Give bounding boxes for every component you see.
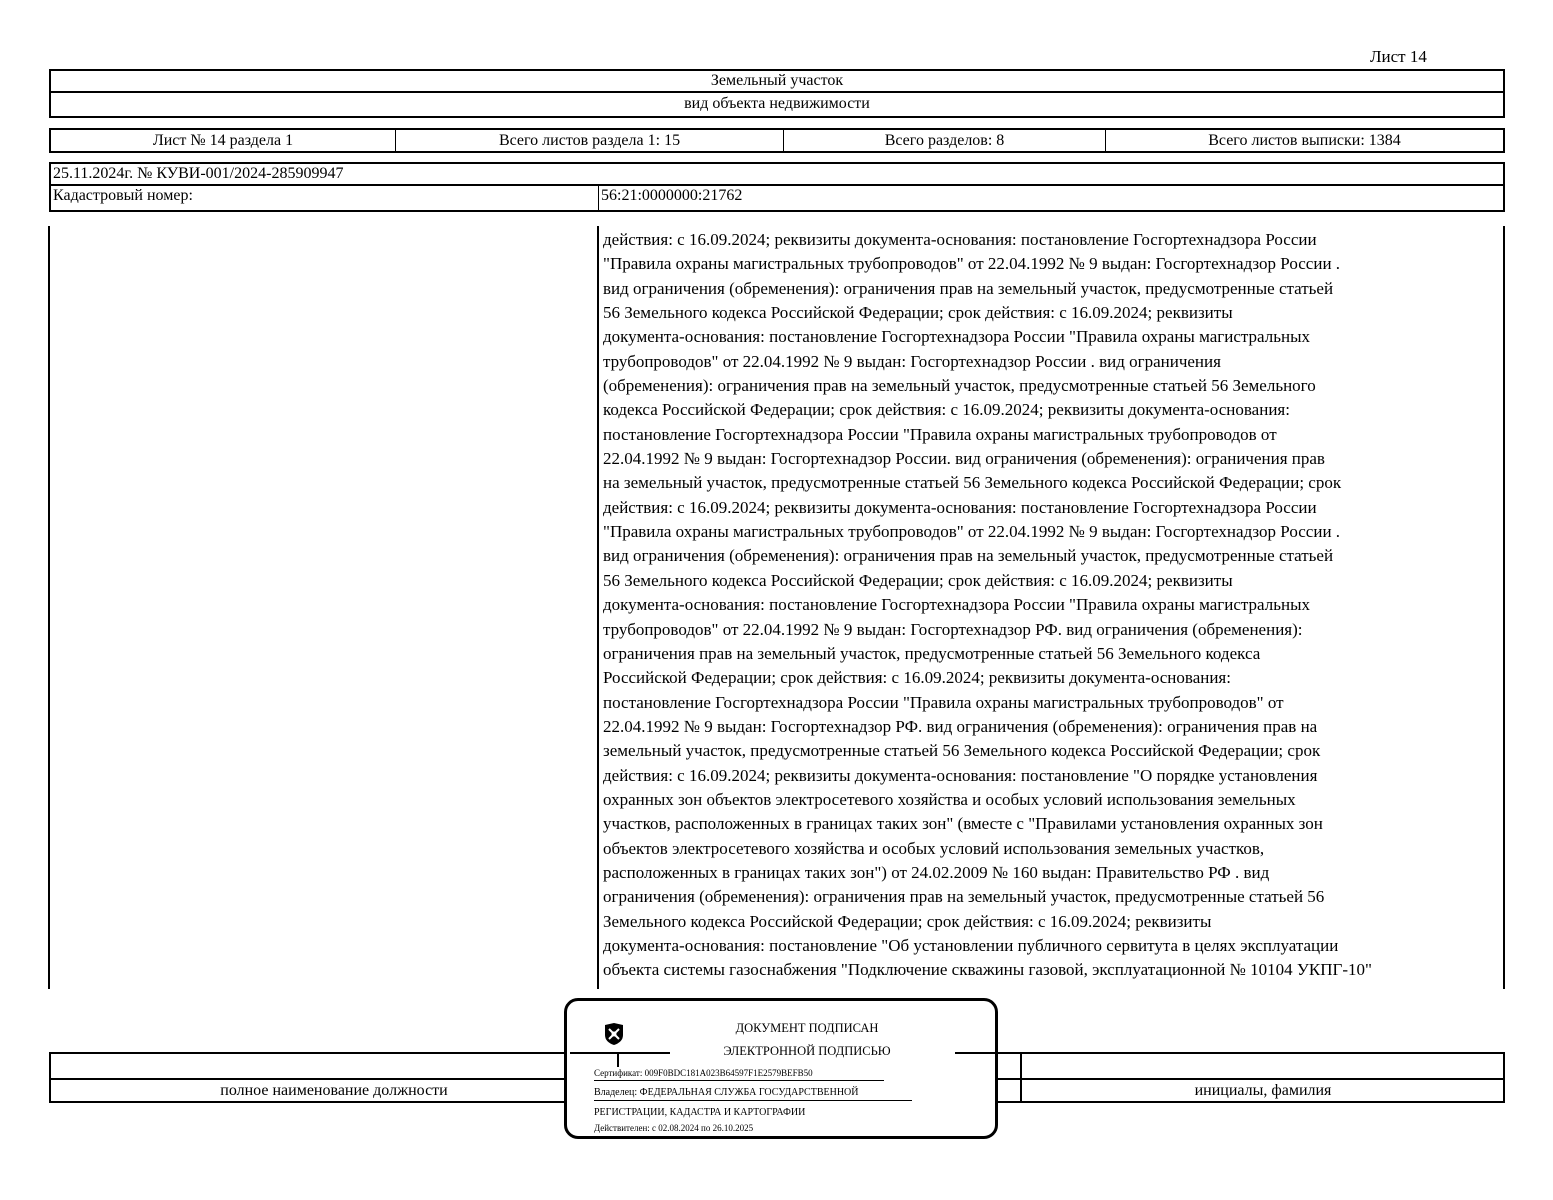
extract-date-number: 25.11.2024г. № КУВИ-001/2024-285909947 [49, 162, 1505, 186]
stamp-rule-left [570, 1052, 670, 1054]
stamp-certificate: Сертификат: 009F0BDC181A023B64597F1E2579BEFB50 [594, 1068, 813, 1078]
text-line: (обременения): ограничения прав на земельный участок, предусмотренные статьей 56 Земельного [603, 376, 1316, 396]
text-line: вид ограничения (обременения): ограничения прав на земельный участок, предусмотренные статьей [603, 278, 1334, 298]
text-line: документа-основания: постановление "Об установлении публичного сервитута в целях эксплуатации [603, 935, 1339, 955]
name-caption: инициалы, фамилия [1194, 1082, 1332, 1099]
body-right-border [1503, 226, 1505, 989]
restrictions-text [603, 228, 1499, 983]
text-line: 56 Земельного кодекса Российской Федерации; срок действия: с 16.09.2024; реквизиты [603, 570, 1233, 590]
text-line: 22.04.1992 № 9 выдан: Госгортехнадзор России. вид ограничения (обременения): ограничения прав [603, 449, 1325, 469]
text-line: Российской Федерации; срок действия: с 16.09.2024; реквизиты документа-основания: [603, 668, 1231, 688]
text-line: документа-основания: постановление Госгортехнадзора России "Правила охраны магистральных [603, 327, 1310, 347]
text-line: постановление Госгортехнадзора России "Правила охраны магистральных трубопроводов" от [603, 692, 1284, 712]
counters-row [49, 128, 1505, 153]
stamp-title-line2: ЭЛЕКТРОННОЙ ПОДПИСЬЮ [723, 1044, 891, 1058]
stamp-validity: Действителен: с 02.08.2024 по 26.10.2025 [594, 1123, 754, 1133]
body-column-divider [597, 226, 599, 989]
stamp-owner-line2: РЕГИСТРАЦИИ, КАДАСТРА И КАРТОГРАФИИ [594, 1107, 806, 1118]
stamp-underline [594, 1100, 912, 1101]
text-line: трубопроводов" от 22.04.1992 № 9 выдан: Госгортехнадзор России . вид ограничения [603, 351, 1221, 371]
text-line: объектов электросетевого хозяйства и особых условий использования земельных участков, [603, 838, 1265, 858]
stamp-rule-right [955, 1052, 997, 1054]
text-line: кодекса Российской Федерации; срок действия: с 16.09.2024; реквизиты документа-основания: [603, 400, 1290, 420]
sheet-of-section: Лист № 14 раздела 1 [51, 130, 396, 151]
object-kind: вид объекта недвижимости [49, 93, 1505, 118]
text-line: 56 Земельного кодекса Российской Федерации; срок действия: с 16.09.2024; реквизиты [603, 303, 1233, 323]
text-line: объекта системы газоснабжения "Подключение скважины газовой, эксплуатационной № 10104 УКПГ-10" [603, 960, 1372, 980]
text-line: вид ограничения (обременения): ограничения прав на земельный участок, предусмотренные статьей [603, 546, 1334, 566]
text-line: действия: с 16.09.2024; реквизиты документа-основания: постановление "О порядке установления [603, 765, 1318, 785]
text-line: ограничения (обременения): ограничения прав на земельный участок, предусмотренные статьей 56 [603, 887, 1325, 907]
text-line: постановление Госгортехнадзора России "Правила охраны магистральных трубопроводов от [603, 424, 1277, 444]
stamp-title-line1: ДОКУМЕНТ ПОДПИСАН [735, 1021, 879, 1035]
cadastral-value: 56:21:0000000:21762 [601, 187, 743, 204]
object-title: Земельный участок [49, 69, 1505, 93]
text-line: 22.04.1992 № 9 выдан: Госгортехнадзор РФ. вид ограничения (обременения): ограничения прав на [603, 716, 1318, 736]
coat-of-arms-icon [603, 1021, 625, 1047]
stamp-underline [594, 1080, 884, 1081]
text-line: "Правила охраны магистральных трубопроводов" от 22.04.1992 № 9 выдан: Госгортехнадзор России . [603, 522, 1341, 542]
text-line: Земельного кодекса Российской Федерации; срок действия: с 16.09.2024; реквизиты [603, 911, 1212, 931]
text-line: "Правила охраны магистральных трубопроводов" от 22.04.1992 № 9 выдан: Госгортехнадзор России . [603, 254, 1341, 274]
text-line: действия: с 16.09.2024; реквизиты документа-основания: постановление Госгортехнадзора России [603, 230, 1317, 249]
e-signature-stamp [564, 998, 998, 1139]
text-line: земельный участок, предусмотренные статьей 56 Земельного кодекса Российской Федерации; срок [603, 741, 1321, 761]
total-sheets-extract: Всего листов выписки: 1384 [1208, 132, 1401, 149]
stamp-owner-line1: Владелец: ФЕДЕРАЛЬНАЯ СЛУЖБА ГОСУДАРСТВЕННОЙ [594, 1087, 859, 1098]
total-sheets-section: Всего листов раздела 1: 15 [396, 130, 784, 151]
body-left-border [48, 226, 50, 989]
total-sections: Всего разделов: 8 [784, 130, 1106, 151]
sheet-label: Лист 14 [1370, 47, 1427, 66]
cadastral-row [49, 185, 1505, 212]
cadastral-label: Кадастровый номер: [51, 185, 599, 210]
text-line: расположенных в границах таких зон") от 24.02.2009 № 160 выдан: Правительство РФ . вид [603, 862, 1270, 882]
text-line: участков, расположенных в границах таких зон" (вместе с "Правилами установления охранных зон [603, 814, 1323, 834]
text-line: ограничения прав на земельный участок, предусмотренные статьей 56 Земельного кодекса [603, 643, 1261, 663]
position-caption: полное наименование должности [220, 1082, 448, 1099]
text-line: охранных зон объектов электросетевого хозяйства и особых условий использования земельных [603, 789, 1296, 809]
text-line: трубопроводов" от 22.04.1992 № 9 выдан: Госгортехнадзор РФ. вид ограничения (обременения): [603, 619, 1303, 639]
text-line: документа-основания: постановление Госгортехнадзора России "Правила охраны магистральных [603, 595, 1310, 615]
text-line: действия: с 16.09.2024; реквизиты документа-основания: постановление Госгортехнадзора России [603, 497, 1317, 517]
stamp-tick [617, 1053, 619, 1067]
text-line: на земельный участок, предусмотренные статьей 56 Земельного кодекса Российской Федерации; срок [603, 473, 1342, 493]
